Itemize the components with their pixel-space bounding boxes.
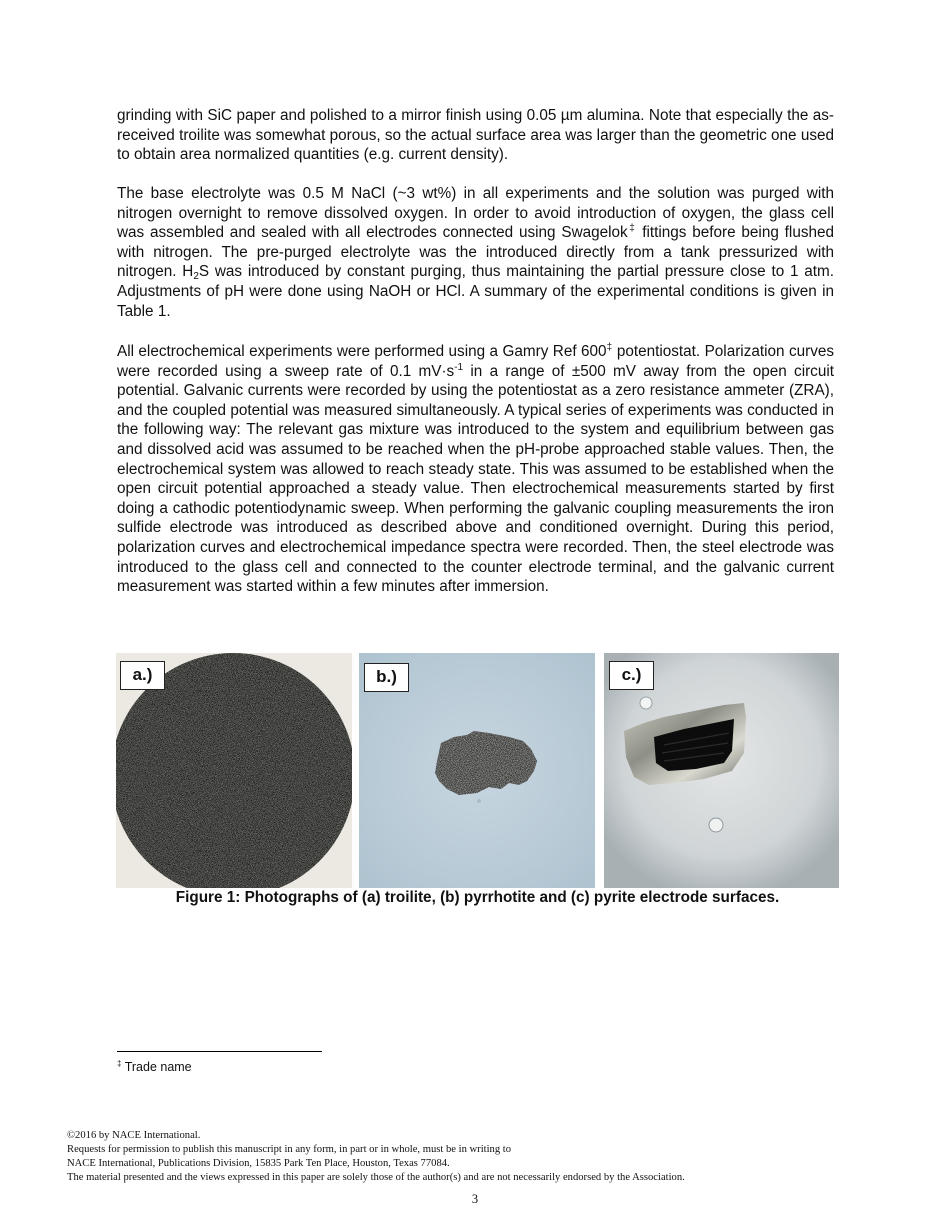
footnote bbox=[117, 1059, 192, 1075]
footnote-mark: ‡ bbox=[117, 1059, 122, 1068]
footnote-ref: ‡ bbox=[606, 342, 613, 353]
footnote-text: Trade name bbox=[121, 1060, 192, 1074]
paragraph-text: potentiostat. Polarization curves were recorded using a sweep rate of 0.1 mV·s bbox=[117, 343, 834, 380]
copyright-notice bbox=[67, 1129, 887, 1185]
copyright-line: ©2016 by NACE International. bbox=[67, 1130, 201, 1141]
figure-caption: Figure 1: Photographs of (a) troilite, (b) pyrrhotite and (c) pyrite electrode surfaces. bbox=[175, 889, 780, 906]
paragraph-electrochemical-experiments bbox=[117, 342, 834, 597]
paragraph-text: The base electrolyte was 0.5 M NaCl (~3 wt%) in all experiments and the solution was purged with nitrogen overnight to remove dissolved oxygen. In order to avoid introduction of oxygen, the glass cell was assembled and sealed with all electrodes connected using Swagelok bbox=[117, 185, 834, 242]
paragraph-text: grinding with SiC paper and polished to a mirror finish using 0.05 µm alumina. Note that especially the as-received troilite was somewhat porous, so the actual surface area was larger than the geometric one used to obtain area normalized quantities (e.g. current density). bbox=[117, 107, 834, 164]
photo-troilite bbox=[116, 653, 352, 888]
copyright-line: The material presented and the views expressed in this paper are solely those of the author(s) and are not necessarily endorsed by the Association. bbox=[67, 1172, 685, 1183]
paragraph-text: fittings before being flushed with nitrogen. The pre-purged electrolyte was the introduced directly from a tank pressurized with nitrogen. H bbox=[117, 224, 834, 281]
paragraph-sample-preparation bbox=[117, 106, 834, 165]
superscript: -1 bbox=[454, 361, 464, 373]
footnote-divider bbox=[117, 1051, 322, 1052]
footnote-ref: ‡ bbox=[627, 223, 637, 235]
copyright-line: NACE International, Publications Division, 15835 Park Ten Place, Houston, Texas 77084. bbox=[67, 1158, 450, 1169]
photo-pyrrhotite bbox=[359, 653, 595, 888]
page-number: 3 bbox=[471, 1192, 479, 1206]
panel-label-b: b.) bbox=[364, 663, 409, 692]
photo-pyrite bbox=[604, 653, 839, 888]
panel-label-a: a.) bbox=[120, 661, 165, 690]
subscript: 2 bbox=[193, 271, 199, 283]
paragraph-text: S was introduced by constant purging, thus maintaining the partial pressure close to 1 atm. Adjustments of pH were done using NaOH or HCl. A summary of the experimental conditions is given in Table 1. bbox=[117, 263, 834, 320]
panel-label-c: c.) bbox=[609, 661, 654, 690]
paragraph-text: All electrochemical experiments were performed using a Gamry Ref 600 bbox=[117, 343, 607, 360]
paragraph-electrolyte bbox=[117, 184, 834, 321]
paragraph-text: in a range of ±500 mV away from the open circuit potential. Galvanic currents were recorded by using the potentiostat as a zero resistance ammeter (ZRA), and the coupled potential was measured simultaneously. A typical series of experiments was conducted in the following way: The relevant gas mixture was introduced to the system and equilibrium between gas and dissolved acid was assumed to be reached when the pH-probe approached stable values. Then, the electrochemical system was allowed to reach steady state. This was assumed to be established when the open circuit potential approached a steady value. Then electrochemical measurements started by first doing a cathodic potentiodynamic sweep. When performing the galvanic coupling measurements the iron sulfide electrode was introduced as described above and conditioned overnight. During this period, polarization curves and electrochemical impedance spectra were recorded. Then, the steel electrode was introduced to the glass cell and connected to the counter electrode terminal, and the galvanic current measurement was started within a few minutes after immersion. bbox=[117, 362, 834, 596]
copyright-line: Requests for permission to publish this manuscript in any form, in part or in whole, must be in writing to bbox=[67, 1144, 512, 1155]
